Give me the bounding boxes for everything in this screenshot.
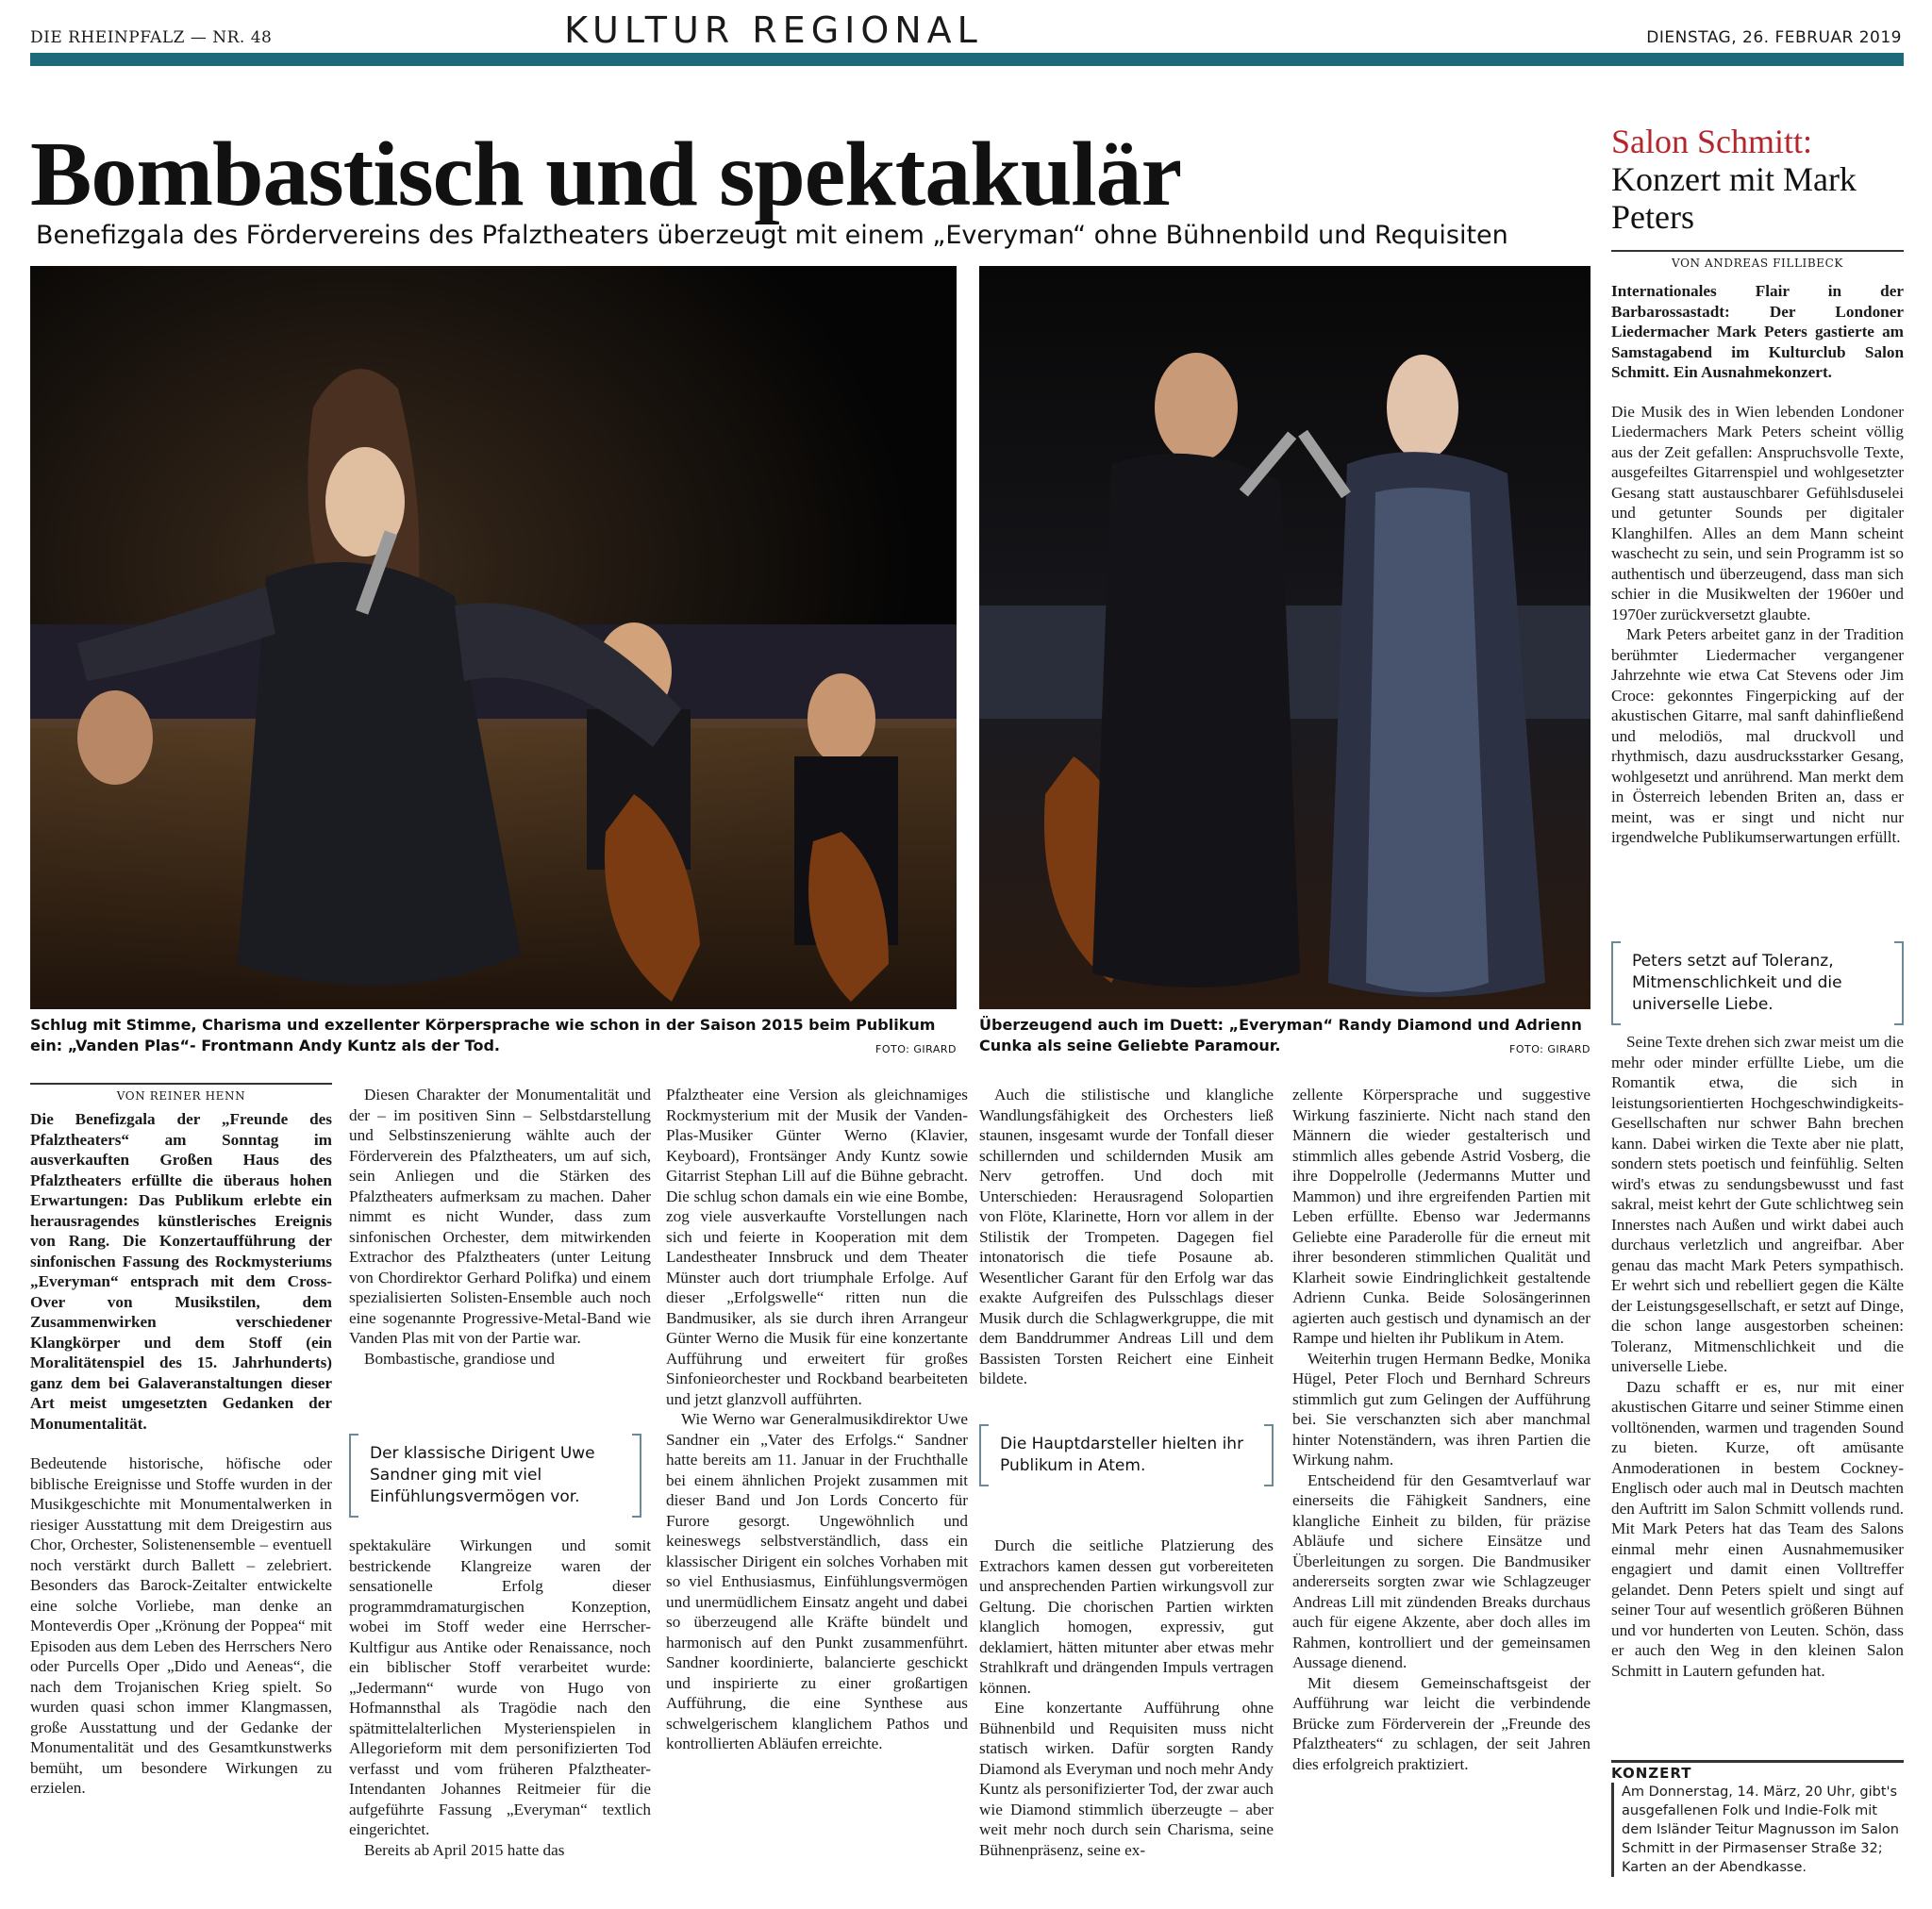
article-paragraph: Weiterhin trugen Hermann Bedke, Monika Hügel, Peter Floch und Bernhard Schreurs stimmlich gut zum Gelingen der Aufführung bei. Sie verschanzten sich aber manchmal hinter Notenständern, was ihren Partien die Wirkung nahm. bbox=[1292, 1349, 1591, 1469]
article-paragraph: Wie Werno war Generalmusikdirektor Uwe Sandner ein „Vater des Erfolgs.“ Sandner hatte bereits am 11. Januar in der Fruchthalle bei einem ähnlichen Projekt zusammen mit dieser Band und Jon Lords Concerto für Furore gesorgt. Ungewöhnlich und keineswegs selbstverständlich, dass ein klassischer Dirigent ein solches Vorhaben mit so viel Enthusiasmus, Einfühlungsvermögen und unermüdlichem Einsatz angeht und dabei so überzeugend alle Kräfte bündelt und harmonisch auf den Punkt zusammenführt. Sandner koordinierte, balancierte geschickt und inspirierte zu einer großartigen Aufführung, die eine Synthese aus schwelgerischem klanglichem Pathos und kontrollierten Abläufen erreichte. bbox=[666, 1410, 968, 1752]
newspaper-issue: DIE RHEINPFALZ — NR. 48 bbox=[30, 28, 273, 47]
sidebar-paragraph: Seine Texte drehen sich zwar meist um die mehr oder minder erfüllte Liebe, um die Romantik etwa, die sich in leistungsorientierten Hochgeschwindigkeits-Gesellschaften nur schwer Bahn brechen kann. Dabei wirken die Texte aber nie platt, sondern stets poetisch und feinfühlig. Selten wird's etwas zu sendungsbewusst und fast sakral, meist kehrt der Gute schlichtweg sein Innerstes nach Außen und wirkt dabei auch durchaus verletzlich und angreifbar. Aber genau das macht Mark Peters sympathisch. Er wehrt sich und rebelliert gegen die Kälte der Leistungsgesellschaft, er setzt auf Dinge, die schon lange ausgestorben scheinen: Toleranz, Mitmenschlichkeit und die universelle Liebe. bbox=[1611, 1033, 1904, 1375]
photo-caption-1 bbox=[30, 1015, 957, 1060]
sidebar-paragraph: Mark Peters arbeitet ganz in der Tradition berühmter Liedermacher vergangener Jahrzehnte wie etwa Cat Stevens oder Jim Croce: gekonntes Fingerpicking auf der akustischen Gitarre, mal sanft dahinfließend und melodiös, mal druckvoll und rhythmisch, dazu ausdrucksstarker Gesang, wohlgesetzt und anrührend. Man merkt dem in Österreich lebenden Briten an, dass er meint, was er singt und nicht nur irgendwelche Publikumserwartungen erfüllt. bbox=[1611, 625, 1904, 846]
article-column-2 bbox=[349, 1085, 651, 1369]
info-box-text: Am Donnerstag, 14. März, 20 Uhr, gibt's ausgefallenen Folk und Indie-Folk mit dem Isländer Teitur Magnusson im Salon Schmitt in der Pirmasenser Straße 32; Karten an der Abendkasse. bbox=[1611, 1783, 1904, 1877]
article-headline: Bombastisch und spektakulär bbox=[30, 124, 1182, 225]
article-paragraph: Bedeutende historische, höfische oder biblische Ereignisse und Stoffe wurden in der Musikgeschichte mit Monumentalwerken in riesiger Ausstattung mit dem Dreigestirn aus Chor, Orchester, Solistenensemble – eventuell noch verstärkt durch Ballett – zelebriert. Besonders das Barock-Zeitalter entwickelte eine solche Vorliebe, man denke an Monteverdis Oper „Krönung der Poppea“ mit Episoden aus dem Leben des Herrschers Nero oder Purcells Oper „Dido und Aeneas“, die nach dem Trojanischen Krieg spielt. So wurden quasi schon immer Klangmassen, große Ausstattung und der Gedanke der Monumentalität und des Gesamtkunstwerks bemüht, um besondere Wirkungen zu erzielen. bbox=[30, 1454, 332, 1797]
article-paragraph: Entscheidend für den Gesamtverlauf war einerseits die Fähigkeit Sandners, eine klangliche Einheit zu bilden, für präzise Abläufe und sichere Einsätze und Überleitungen zu sorgen. Die Bandmusiker andererseits sorgten zwar wie Schlagzeuger Andreas Lill mit zündenden Breaks durchaus auch für eigene Akzente, aber doch alles im Rahmen, kontrolliert und der gemeinsamen Aussage dienend. bbox=[1292, 1470, 1591, 1671]
article-byline: VON REINER HENN bbox=[30, 1083, 332, 1103]
article-pull-quote-1: Der klassische Dirigent Uwe Sandner ging mit viel Einfühlungsvermögen vor. bbox=[349, 1434, 641, 1518]
photo-andy-kuntz bbox=[30, 266, 957, 1009]
sidebar-column-1 bbox=[1611, 281, 1904, 848]
caption-text: Überzeugend auch im Duett: „Everyman“ Randy Diamond und Adrienn Cunka als seine Geliebte Paramour. bbox=[979, 1016, 1582, 1054]
info-box-heading: KONZERT bbox=[1611, 1760, 1904, 1782]
article-column-3 bbox=[666, 1085, 968, 1754]
article-paragraph: Eine konzertante Aufführung ohne Bühnenbild und Requisiten muss nicht statisch wirken. Dafür sorgten Randy Diamond als Everyman und noch mehr Andy Kuntz als personifizierter Tod, der zwar auch wie Diamond stimmlich überzeugte – aber weit mehr noch durch sein Charisma, seine Bühnenpräsenz, seine ex- bbox=[979, 1699, 1274, 1859]
article-paragraph: zellente Körpersprache und suggestive Wirkung faszinierte. Nicht nach stand den Männern die wieder gestalterisch und stimmlich alles gebende Astrid Vosberg, die ihre Doppelrolle (Jedermanns Mutter und Mammon) und ihre ergreifenden Partien mit Leben erfüllte. Ebenso war Jedermanns Geliebte eine Paraderolle für die erneut mit ihrer besonderen stimmlichen Qualität und Klarheit sowie Eindringlichkeit gestaltende Adrienn Cunka. Beide Solosängerinnen agierten auch gestisch und dynamisch an der Rampe und hielten ihr Publikum in Atem. bbox=[1292, 1086, 1591, 1347]
photo-credit: FOTO: GIRARD bbox=[1509, 1043, 1591, 1055]
header-rule bbox=[30, 53, 1904, 66]
article-column-1 bbox=[30, 1109, 332, 1799]
article-pull-quote-2: Die Hauptdarsteller hielten ihr Publikum in Atem. bbox=[979, 1424, 1274, 1486]
article-paragraph: Diesen Charakter der Monumentalität und der – im positiven Sinn – Selbstdarstellung und Selbstinszenierung wählte auch der Förderverein des Pfalztheaters, um auf sich, sein Anliegen und die Stärken des Pfalztheaters aufmerksam zu machen. Daher nimmt es nicht Wunder, dass zum sinfonischen Orchester, dem mitwirkenden Extrachor des Pfalztheaters (unter Leitung von Chordirektor Gerhard Polifka) und einem spezialisierten Solisten-Ensemble auch noch eine sogenannte Progressive-Metal-Band wie Vanden Plas mit von der Partie war. bbox=[349, 1086, 651, 1347]
article-paragraph: Auch die stilistische und klangliche Wandlungsfähigkeit des Orchesters ließ staunen, insgesamt wurde der Tonfall dieser schillernden und schildernden Musik am Nerv getroffen. Und doch mit Unterschieden: Herausragend Solopartien von Flöte, Klarinette, Horn vor allem in der Stilistik der Trompeten. Dagegen fiel intonatorisch die tiefe Posaune ab. Wesentlicher Garant für den Erfolg war das exakte Aufgreifen des Pulsschlags dieser Musik durch die Schlagwerkgruppe, die mit dem Banddrummer Andreas Lill und dem Bassisten Torsten Reichert eine Einheit bildete. bbox=[979, 1086, 1274, 1387]
article-column-5 bbox=[1292, 1085, 1591, 1774]
article-subheadline: Benefizgala des Fördervereins des Pfalztheaters überzeugt mit einem „Everyman“ ohne Bühnenbild und Requisiten bbox=[36, 221, 1508, 250]
caption-text: Schlug mit Stimme, Charisma und exzellenter Körpersprache wie schon in der Saison 2015 beim Publikum ein: „Vanden Plas“- Frontmann Andy Kuntz als der Tod. bbox=[30, 1016, 936, 1054]
sidebar-byline: VON ANDREAS FILLIBECK bbox=[1611, 250, 1904, 270]
article-paragraph: spektakuläre Wirkungen und somit bestrickende Klangreize waren der sensationelle Erfolg dieser programmdramaturgischen Konzeption, wobei im Stoff weder eine Herrscher-Kultfigur aus Antike oder Renaissance, noch ein biblischer Stoff verarbeitet wurde: „Jedermann“ wurde von Hugo von Hofmannsthal als Tragödie nach den spätmittelalterlichen Mysterienspielen in Allegorieform mit dem personifizierten Tod verfasst und vom früheren Pfalztheater-Intendanten Johannes Reitmeier für die aufgeführte Fassung „Everyman“ textlich eingerichtet. bbox=[349, 1536, 651, 1838]
article-paragraph: Durch die seitliche Platzierung des Extrachors kamen dessen gut vorbereiteten und ansprechenden Partien wirkungsvoll zur Geltung. Die chorischen Partien wirkten klanglich homogen, expressiv, gut deklamiert, hätten mitunter aber etwas mehr Strahlkraft und drängenden Impuls vertragen können. bbox=[979, 1536, 1274, 1697]
photo-credit: FOTO: GIRARD bbox=[875, 1043, 957, 1055]
sidebar-kicker: Salon Schmitt: bbox=[1611, 123, 1813, 160]
article-lead: Die Benefizgala der „Freunde des Pfalztheaters“ am Sonntag im ausverkauften Großen Haus des Pfalztheaters erfüllte die überaus hohen Erwartungen: Das Publikum erlebte ein herausragendes künstlerisches Ereignis von Rang. Die Konzertaufführung der sinfonischen Fassung des Rockmysteriums „Everyman“ entsprach mit dem Cross-Over von Musikstilen, dem Zusammenwirken verschiedener Klangkörper und dem Stoff (ein Moralitätenspiel des 15. Jahrhunderts) ganz dem bei Galaveranstaltungen dieser Art meist umgesetzten Gedanken der Monumentalität. bbox=[30, 1110, 332, 1433]
article-paragraph: Bombastische, grandiose und bbox=[364, 1349, 555, 1368]
article-column-2-continued bbox=[349, 1536, 651, 1860]
sidebar-column-2 bbox=[1611, 1032, 1904, 1681]
article-paragraph: Pfalztheater eine Version als gleichnamiges Rockmysterium mit der Musik der Vanden-Plas-Musiker Günter Werno (Klavier, Keyboard), Frontsänger Andy Kuntz sowie Gitarrist Stephan Lill auf die Bühne gebracht. Die schlug schon damals ein wie eine Bombe, zog viele ausverkaufte Vorstellungen nach sich und feierte in Kooperation mit dem Landestheater Innsbruck und dem Theater Münster auch dort triumphale Erfolge. Auf dieser „Erfolgswelle“ ritten nun die Bandmusiker, als sie durch ihren Arrangeur Günter Werno die Musik für eine konzertante Aufführung und erweitert für großes Sinfonieorchester und Rockband bearbeiteten und jetzt glanzvoll aufführten. bbox=[666, 1086, 968, 1408]
sidebar-paragraph: Dazu schafft er es, nur mit einer akustischen Gitarre und seiner Stimme einen volltönenden, warmen und tragenden Sound zu bieten. Kurze, oft amüsante Anmoderationen in bestem Cockney-Englisch oder auch mal in Deutsch machten den Auftritt im Salon Schmitt vollends rund. Mit Mark Peters hat das Team des Salons einmal mehr einen Ausnahmemusiker engagiert und damit einen Volltreffer gelandet. Denn Peters spielt und singt auf seiner Tour auf wesentlich größeren Bühnen und vor hunderten von Leuten. Schön, dass er auch den Weg in den kleinen Salon Schmitt in Lautern gefunden hat. bbox=[1611, 1377, 1904, 1680]
article-paragraph: Mit diesem Gemeinschaftsgeist der Aufführung war leicht die verbindende Brücke zum Förderverein der „Freunde des Pfalztheaters“ zu schlagen, der seit Jahren dies erfolgreich praktiziert. bbox=[1292, 1673, 1591, 1773]
photo-duet bbox=[979, 266, 1591, 1009]
photo-caption-2 bbox=[979, 1015, 1591, 1060]
sidebar-title: Konzert mit Mark Peters bbox=[1611, 160, 1857, 236]
sidebar-lead: Internationales Flair in der Barbarossastadt: Der Londoner Liedermacher Mark Peters gastierte am Samstagabend im Kulturclub Salon Schmitt. Ein Ausnahmekonzert. bbox=[1611, 282, 1904, 381]
section-title: KULTUR REGIONAL bbox=[564, 9, 983, 51]
article-paragraph: Bereits ab April 2015 hatte das bbox=[364, 1840, 565, 1859]
sidebar-pull-quote: Peters setzt auf Toleranz, Mitmenschlichkeit und die universelle Liebe. bbox=[1611, 941, 1904, 1025]
article-column-4-continued bbox=[979, 1536, 1274, 1860]
sidebar-paragraph: Die Musik des in Wien lebenden Londoner Liedermachers Mark Peters scheint völlig aus der Zeit gefallen: Anspruchsvolle Texte, ausgefeiltes Gitarrenspiel und wohlgesetzter Gesang statt austauschbarer Gefühlsduselei und getunter Sounds per digitaler Klanghilfen. Alles an dem Mann scheint waschecht zu sein, und sein Programm ist so authentisch und überzeugend, dass man sich schier in die Musikwelten der 1960er und 1970er zurückversetzt glaubte. bbox=[1611, 402, 1904, 623]
article-column-4 bbox=[979, 1085, 1274, 1389]
issue-date: DIENSTAG, 26. FEBRUAR 2019 bbox=[1646, 28, 1902, 47]
